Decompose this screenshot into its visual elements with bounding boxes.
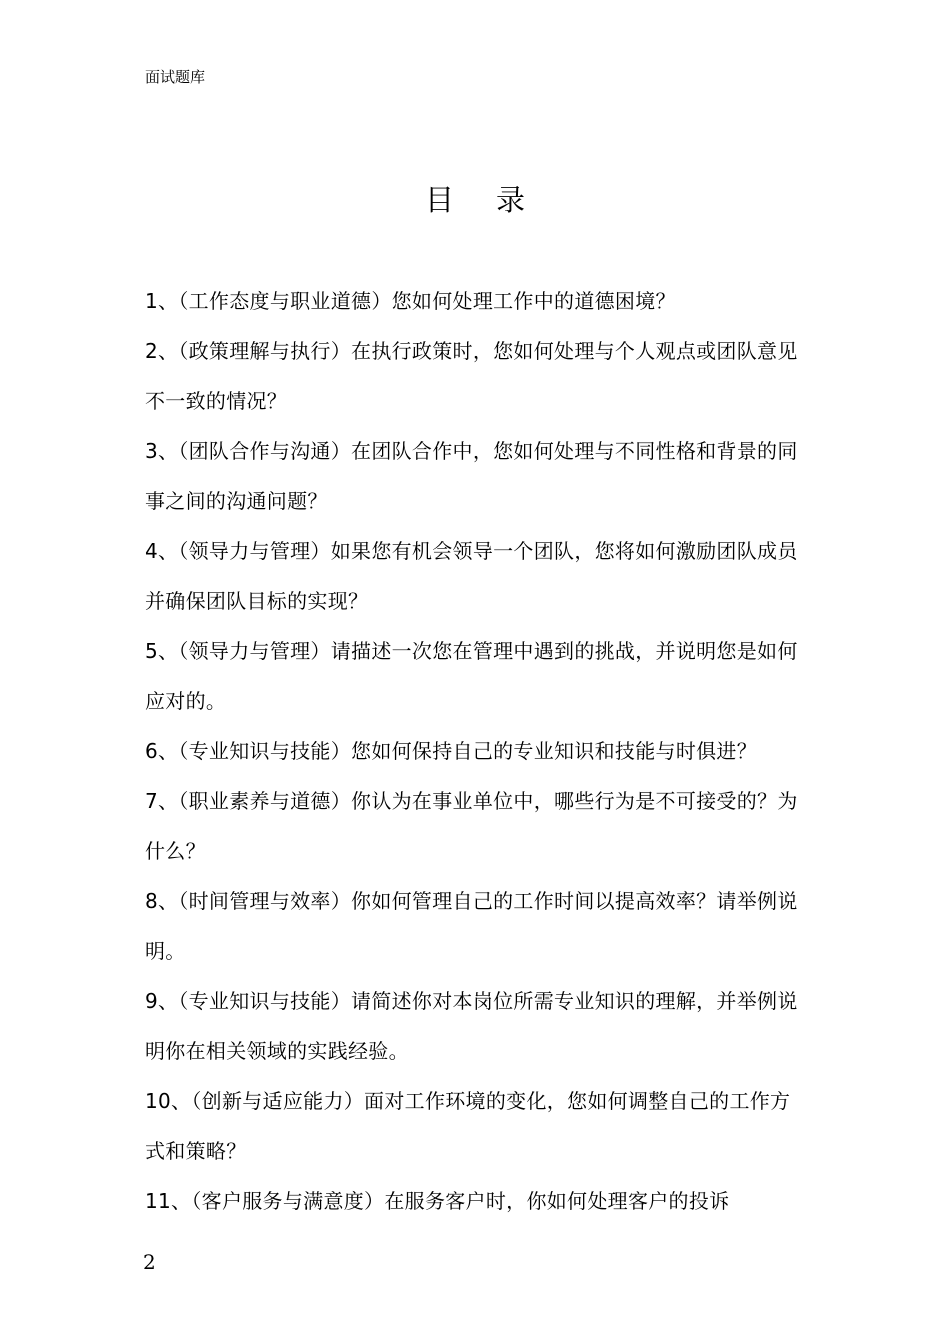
table-of-contents <box>145 276 810 1226</box>
page-title: 目录 <box>424 183 567 217</box>
toc-item: 4、（领导力与管理）如果您有机会领导一个团队，您将如何激励团队成员并确保团队目标的实现？ <box>145 539 798 613</box>
toc-item: 11、（客户服务与满意度）在服务客户时，你如何处理客户的投诉 <box>145 1189 730 1213</box>
toc-item: 3、（团队合作与沟通）在团队合作中，您如何处理与不同性格和背景的同事之间的沟通问题？ <box>145 439 798 513</box>
toc-item: 9、（专业知识与技能）请简述你对本岗位所需专业知识的理解，并举例说明你在相关领域的实践经验。 <box>145 989 798 1063</box>
toc-item: 8、（时间管理与效率）你如何管理自己的工作时间以提高效率？请举例说明。 <box>145 889 798 963</box>
toc-item: 10、（创新与适应能力）面对工作环境的变化，您如何调整自己的工作方式和策略？ <box>145 1089 791 1163</box>
toc-item: 1、（工作态度与职业道德）您如何处理工作中的道德困境？ <box>145 289 676 313</box>
toc-item: 6、（专业知识与技能）您如何保持自己的专业知识和技能与时俱进？ <box>145 739 758 763</box>
running-header: 面试题库 <box>145 68 206 86</box>
toc-item: 2、（政策理解与执行）在执行政策时，您如何处理与个人观点或团队意见不一致的情况？ <box>145 339 798 413</box>
toc-item: 7、（职业素养与道德）你认为在事业单位中，哪些行为是不可接受的？为什么？ <box>145 789 798 863</box>
page-number: 2 <box>143 1250 156 1274</box>
toc-item: 5、（领导力与管理）请描述一次您在管理中遇到的挑战，并说明您是如何应对的。 <box>145 639 798 713</box>
